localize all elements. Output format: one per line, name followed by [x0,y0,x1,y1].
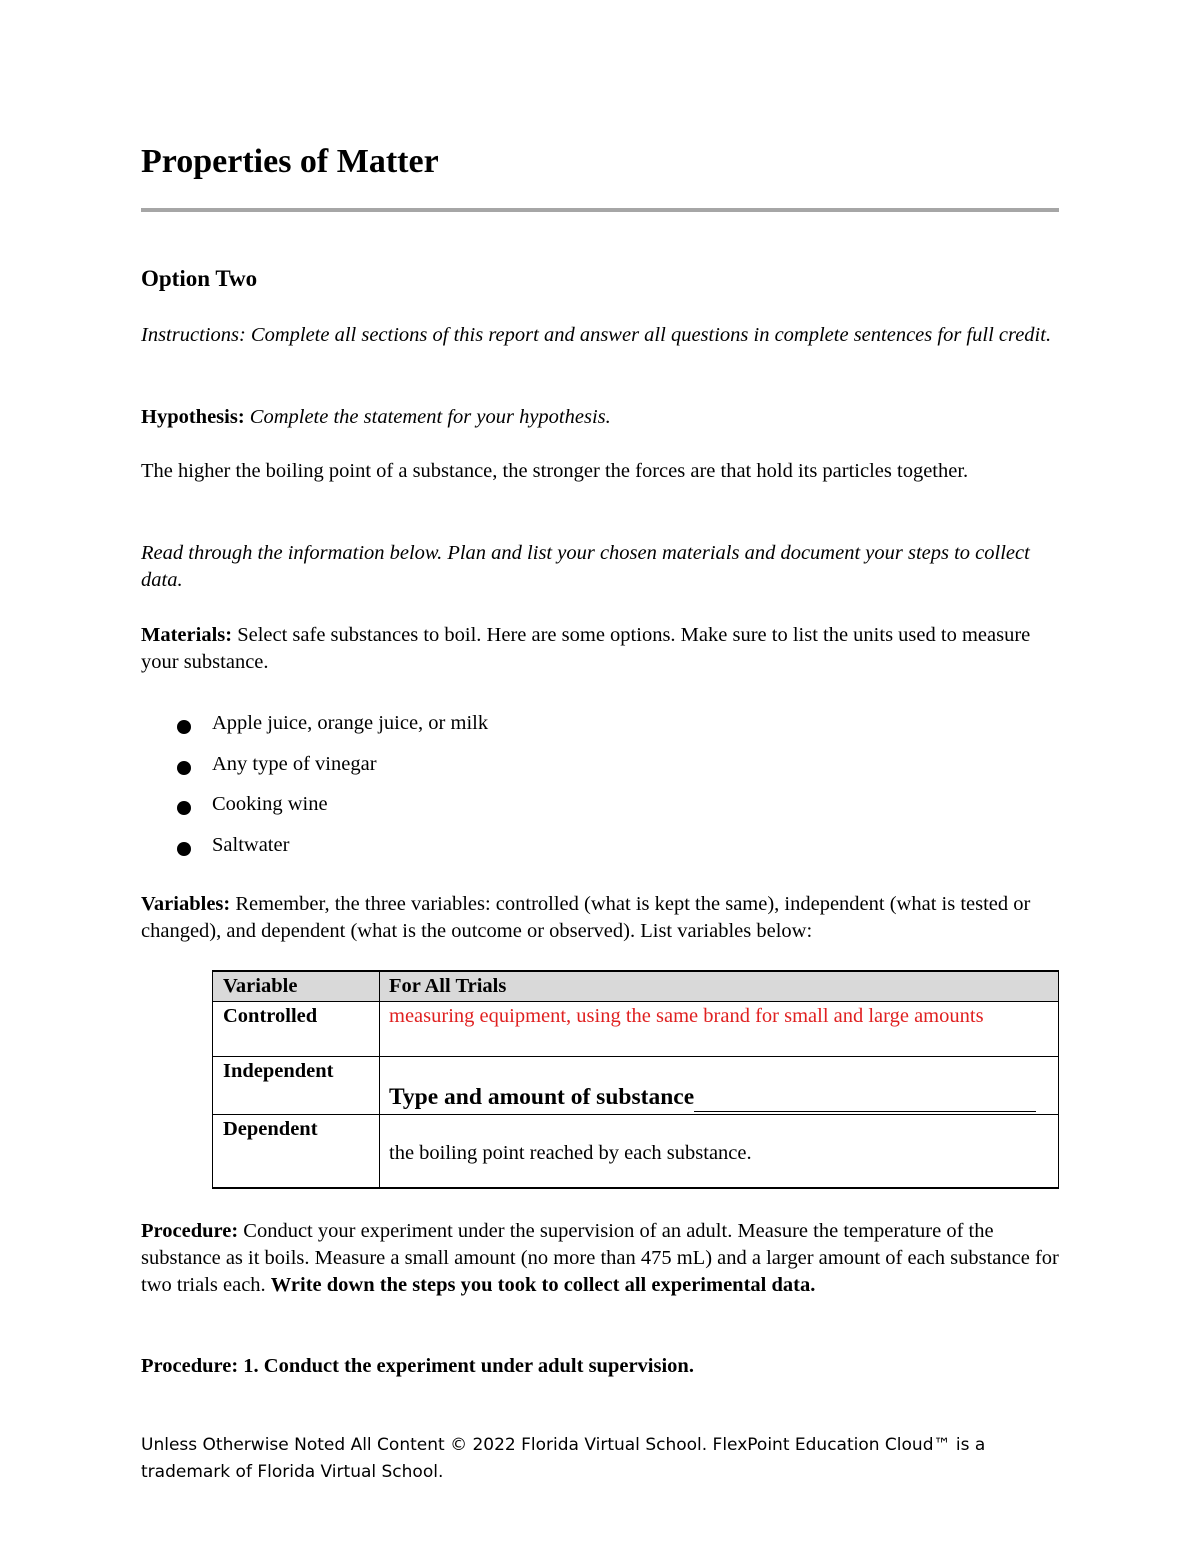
title-divider [141,208,1059,212]
column-divider [379,1115,380,1189]
page-title: Properties of Matter [141,143,439,180]
materials-text: Select safe substances to boil. Here are some options. Make sure to list the units used to measure your substance. [141,624,1031,673]
header-variable: Variable [223,975,298,997]
copyright-footer: Unless Otherwise Noted All Content © 2022 Florida Virtual School. FlexPoint Education Cloud™ is a trademark of Florida Virtual School. [141,1435,986,1482]
bullet-icon [177,720,191,734]
list-item-text: Saltwater [212,833,290,856]
column-divider [379,972,380,1001]
procedure-bold-text: Write down the steps you took to collect all experimental data. [270,1274,816,1296]
list-item [141,830,488,871]
option-heading: Option Two [141,266,258,291]
row-value-dependent: the boiling point reached by each substance. [389,1142,752,1164]
procedure-paragraph [141,1218,1059,1299]
variables-paragraph [141,891,1059,945]
procedure-text: Conduct your experiment under the supervision of an adult. Measure the temperature of the substance as it boils. Measure a small amount (no more than 475 mL) and a larger amount of each substance for two trials each. [141,1220,1059,1296]
bullet-icon [177,842,191,856]
column-divider [379,1057,380,1114]
read-through-text: Read through the information below. Plan and list your chosen materials and document your steps to collect data. [141,542,1030,591]
row-value-independent: Type and amount of substance [389,1084,695,1110]
bullet-icon [177,801,191,815]
table-header-row [213,972,1058,1002]
header-for-all-trials: For All Trials [389,975,507,997]
row-label-controlled: Controlled [223,1005,318,1027]
procedure-label: Procedure: [141,1220,239,1242]
list-item [141,749,488,790]
bullet-icon [177,761,191,775]
hypothesis-statement: The higher the boiling point of a substance, the stronger the forces are that hold its particles together. [141,460,969,482]
column-divider [379,1002,380,1056]
instructions-text: Instructions: Complete all sections of this report and answer all questions in complete sentences for full credit. [141,324,1052,346]
materials-list [141,708,488,870]
table-row [213,1057,1058,1115]
hypothesis-paragraph [141,404,1059,431]
row-value-controlled: measuring equipment, using the same brand for small and large amounts [389,1005,984,1027]
list-item-text: Cooking wine [212,793,328,815]
list-item-text: Apple juice, orange juice, or milk [212,712,489,734]
list-item [141,708,488,749]
table-row [213,1002,1058,1057]
variables-text: Remember, the three variables: controlled (what is kept the same), independent (what is tested or changed), and dependent (what is the outcome or observed). List variables below: [141,893,1031,942]
list-item-text: Any type of vinegar [212,752,377,775]
variables-table [212,970,1059,1189]
procedure-step-paragraph [141,1353,1059,1380]
answer-blank-line [694,1087,1036,1112]
hypothesis-prompt: Complete the statement for your hypothesis. [249,406,611,428]
row-label-independent: Independent [223,1060,334,1082]
hypothesis-label: Hypothesis: [141,406,245,428]
list-item [141,789,488,830]
procedure-step-label: Procedure: [141,1355,239,1377]
read-through-paragraph [141,540,1059,594]
procedure-step-text: 1. Conduct the experiment under adult supervision. [243,1355,694,1377]
row-label-dependent: Dependent [223,1118,318,1140]
instructions-paragraph [141,322,1059,349]
row-value-independent-wrap [389,1084,1057,1112]
materials-label: Materials: [141,624,233,646]
table-row [213,1115,1058,1189]
variables-label: Variables: [141,893,231,915]
materials-paragraph [141,622,1059,676]
